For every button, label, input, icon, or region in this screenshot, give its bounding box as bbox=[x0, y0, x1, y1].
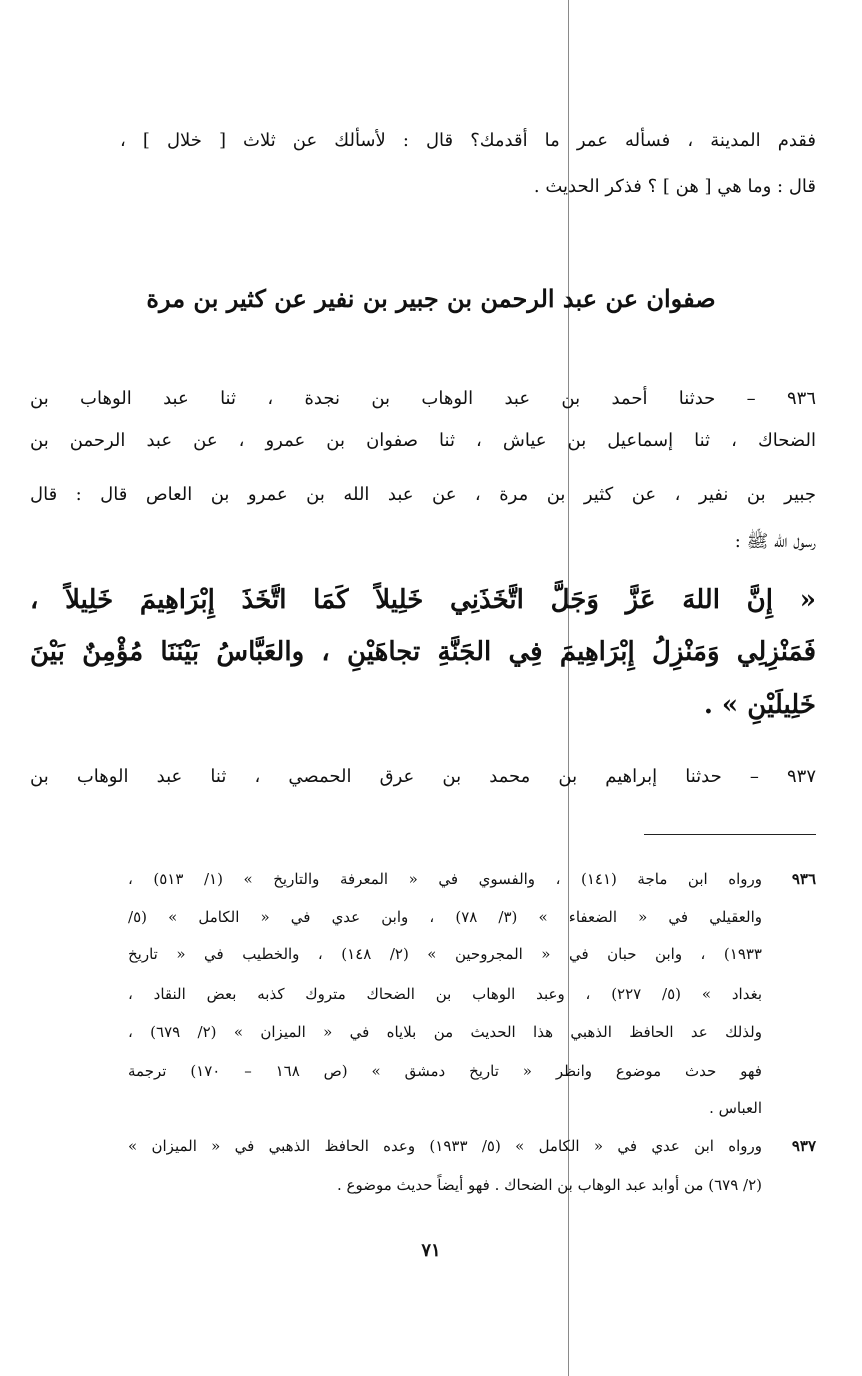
footnote-936-line-3: ١٩٣٣) ، وابن حبان في « المجروحين » (٢/ ١٤٨) ، والخطيب في « تاريخ bbox=[128, 945, 762, 963]
hadith-936-line-2: الضحاك ، ثنا إسماعيل بن عياش ، ثنا صفوان بن عمرو ، عن عبد الرحمن بن bbox=[30, 430, 816, 451]
footnote-937-number: ٩٣٧ bbox=[791, 1137, 816, 1155]
footnote-936-line-4: بغداد » (٥/ ٢٢٧) ، وعبد الوهاب بن الضحاك متروك كذبه بعض النقاد ، bbox=[128, 985, 762, 1003]
footnote-936-line-6: فهو حدث موضوع وانظر « تاريخ دمشق » (ص ١٦٨ – ١٧٠) ترجمة bbox=[128, 1062, 762, 1080]
footnote-936-line-1: ورواه ابن ماجة (١٤١) ، والفسوي في « المعرفة والتاريخ » (١/ ٥١٣) ، bbox=[128, 870, 762, 888]
page-fold-line bbox=[568, 0, 569, 1376]
top-text-line-2: قال : وما هي [ هن ] ؟ فذكر الحديث . bbox=[533, 176, 816, 197]
hadith-936-line-3: جبير بن نفير ، عن كثير بن مرة ، عن عبد الله بن عمرو بن العاص قال : قال bbox=[30, 484, 816, 505]
footnote-936-line-7: العباس . bbox=[709, 1099, 762, 1117]
page-number: ٧١ bbox=[421, 1240, 441, 1261]
footnote-937-line-1: ورواه ابن عدي في « الكامل » (٥/ ١٩٣٣) وعده الحافظ الذهبي في « الميزان » bbox=[128, 1137, 763, 1155]
hadith-text-line-3: خَلِيلَيْنِ » . bbox=[703, 690, 816, 720]
top-text-line-1: فقدم المدينة ، فسأله عمر ما أقدمك؟ قال : لأسألك عن ثلاث [ خلال ] ، bbox=[120, 130, 816, 151]
hadith-text-line-2: فَمَنْزِلِي وَمَنْزِلُ إِبْرَاهِيمَ فِي الجَنَّةِ تجاهَيْنِ ، والعَبَّاسُ بَيْنَنَا مُؤْمِنٌ بَيْنَ bbox=[30, 637, 816, 667]
hadith-936-line-4: رسول الله ﷺ : bbox=[734, 531, 816, 552]
footnote-936-line-5: ولذلك عد الحافظ الذهبي هذا الحديث من بلاياه في « الميزان » (٢/ ٦٧٩) ، bbox=[128, 1023, 762, 1041]
footnote-separator bbox=[644, 834, 816, 835]
hadith-text-line-1: « إِنَّ اللهَ عَزَّ وَجَلَّ اتَّخَذَنِي خَلِيلاً كَمَا اتَّخَذَ إِبْرَاهِيمَ خَلِيلاً ، bbox=[30, 585, 816, 615]
footnote-936-line-2: والعقيلي في « الضعفاء » (٣/ ٧٨) ، وابن عدي في « الكامل » (٥/ bbox=[128, 908, 762, 926]
section-heading: صفوان عن عبد الرحمن بن جبير بن نفير عن كثير بن مرة bbox=[146, 284, 716, 313]
hadith-937-line-1: ٩٣٧ – حدثنا إبراهيم بن محمد بن عرق الحمصي ، ثنا عبد الوهاب بن bbox=[30, 766, 816, 787]
footnote-936-number: ٩٣٦ bbox=[791, 870, 816, 888]
hadith-936-line-1: ٩٣٦ – حدثنا أحمد بن عبد الوهاب بن نجدة ، ثنا عبد الوهاب بن bbox=[30, 388, 816, 409]
footnote-937-line-2: (٢/ ٦٧٩) من أوابد عبد الوهاب بن الضحاك . فهو أيضاً حديث موضوع . bbox=[336, 1176, 762, 1194]
